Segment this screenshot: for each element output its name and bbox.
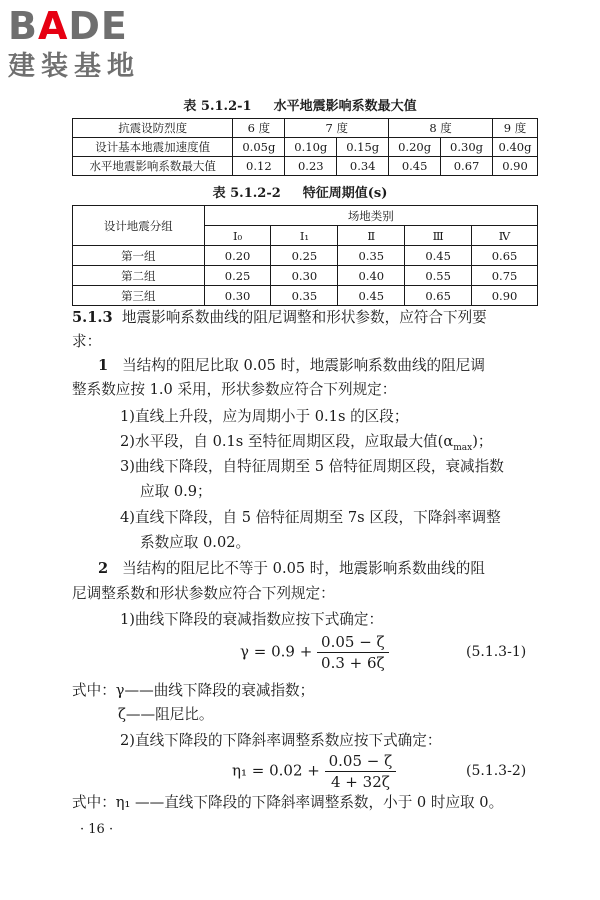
item2-sub1: 1)曲线下降段的衰减指数应按下式确定： (120, 611, 384, 628)
row-label: 第二组 (73, 266, 205, 286)
item1-sub3-cont: 应取 0.9； (140, 483, 212, 500)
table-row (73, 266, 538, 286)
table-cell: 0.25 (271, 246, 338, 266)
table-row (73, 119, 538, 138)
table-cell: 0.25 (204, 266, 271, 286)
table2-caption: 表 5.1.2-2 特征周期值(s) (212, 186, 388, 201)
table-cell: 0.30g (441, 138, 493, 157)
table-cell: 0.30 (204, 286, 271, 306)
section-heading: 5.1.3 地震影响系数曲线的阻尼调整和形状参数，应符合下列要 (72, 309, 487, 326)
table-header-cell: 设计地震分组 (73, 206, 205, 246)
table-row (73, 157, 538, 176)
item1-sub1: 1)直线上升段，应为周期小于 0.1s 的区段； (120, 408, 409, 425)
section-text: 求： (72, 333, 102, 350)
table-header-cell: 9 度 (493, 119, 538, 138)
logo-subtitle: 建装基地 (8, 51, 140, 82)
equation-label: (5.1.3-2) (466, 763, 527, 779)
table-cell: 0.35 (271, 286, 338, 306)
table-cell: 0.45 (405, 246, 472, 266)
item2-text: 2 当结构的阻尼比不等于 0.05 时，地震影响系数曲线的阻 (98, 560, 485, 577)
table-cell: 0.05g (233, 138, 285, 157)
table-cell: 0.20g (389, 138, 441, 157)
table-cell: 0.30 (271, 266, 338, 286)
logo-mark: BADE (8, 4, 128, 48)
equation-5-1-3-2: η₁ = 0.02 + $\frac{0.05 - \zeta}{4 + 32\zeta}$ (232, 752, 396, 791)
table-header-cell: Ⅳ (472, 226, 538, 246)
table-max-seismic-coefficient (72, 118, 538, 176)
row-label: 水平地震影响系数最大值 (73, 157, 233, 176)
fraction: $\frac{0.05 - \zeta}{0.3 + 6\zeta}$ (317, 633, 389, 672)
table-header-cell: 6 度 (233, 119, 285, 138)
table-cell: 0.35 (338, 246, 405, 266)
table-cell: 0.65 (405, 286, 472, 306)
table-row (73, 138, 538, 157)
table-cell: 0.67 (441, 157, 493, 176)
table-header-cell: 7 度 (285, 119, 389, 138)
item1-sub3: 3)曲线下降段，自特征周期至 5 倍特征周期区段，衰减指数 (120, 458, 504, 475)
where-gamma: 式中：γ——曲线下降段的衰减指数； (72, 682, 315, 699)
table-cell: 0.23 (285, 157, 337, 176)
equation-label: (5.1.3-1) (466, 644, 527, 660)
table-cell: 0.40 (338, 266, 405, 286)
table-cell: 0.12 (233, 157, 285, 176)
table-cell: 0.45 (338, 286, 405, 306)
table-cell: 0.90 (493, 157, 538, 176)
table-cell: 0.55 (405, 266, 472, 286)
table-header-cell: 抗震设防烈度 (73, 119, 233, 138)
row-label: 第三组 (73, 286, 205, 306)
where-zeta: ζ——阻尼比。 (118, 706, 214, 723)
table-header-cell: Ⅰ₀ (204, 226, 271, 246)
where-eta: 式中：η₁ ——直线下降段的下降斜率调整系数，小于 0 时应取 0。 (72, 794, 504, 811)
table-row (73, 206, 538, 226)
item1-sub4: 4)直线下降段，自 5 倍特征周期至 7s 区段，下降斜率调整 (120, 509, 501, 526)
table-header-cell: Ⅲ (405, 226, 472, 246)
table-cell: 0.34 (337, 157, 389, 176)
row-label: 第一组 (73, 246, 205, 266)
table-header-cell: Ⅰ₁ (271, 226, 338, 246)
page-number: · 16 · (80, 822, 114, 837)
table-row (73, 246, 538, 266)
item1-sub2: 2)水平段，自 0.1s 至特征周期区段，应取最大值$(\alpha_{max})$； (120, 433, 493, 453)
table-cell: 0.65 (472, 246, 538, 266)
equation-5-1-3-1: γ = 0.9 + $\frac{0.05 - \zeta}{0.3 + 6\zeta}$ (240, 633, 389, 672)
table-header-cell: Ⅱ (338, 226, 405, 246)
table1-caption: 表 5.1.2-1 水平地震影响系数最大值 (183, 99, 417, 114)
table-cell: 0.45 (389, 157, 441, 176)
table-cell: 0.40g (493, 138, 538, 157)
row-label: 设计基本地震加速度值 (73, 138, 233, 157)
fraction: $\frac{0.05 - \zeta}{4 + 32\zeta}$ (325, 752, 397, 791)
table-cell: 0.20 (204, 246, 271, 266)
table-cell: 0.75 (472, 266, 538, 286)
table-characteristic-period (72, 205, 538, 306)
brand-logo (8, 4, 140, 84)
item2-text: 尼调整系数和形状参数应符合下列规定： (72, 585, 335, 602)
item1-sub4-cont: 系数应取 0.02。 (140, 534, 251, 551)
item1-text: 整系数应按 1.0 采用，形状参数应符合下列规定： (72, 381, 397, 398)
item2-sub2: 2)直线下降段的下降斜率调整系数应按下式确定： (120, 732, 442, 749)
table-row (73, 286, 538, 306)
table-cell: 0.10g (285, 138, 337, 157)
table-cell: 0.90 (472, 286, 538, 306)
table-header-cell: 8 度 (389, 119, 493, 138)
item1-text: 1 当结构的阻尼比取 0.05 时，地震影响系数曲线的阻尼调 (98, 357, 485, 374)
table-cell: 0.15g (337, 138, 389, 157)
table-header-cell: 场地类别 (204, 206, 537, 226)
